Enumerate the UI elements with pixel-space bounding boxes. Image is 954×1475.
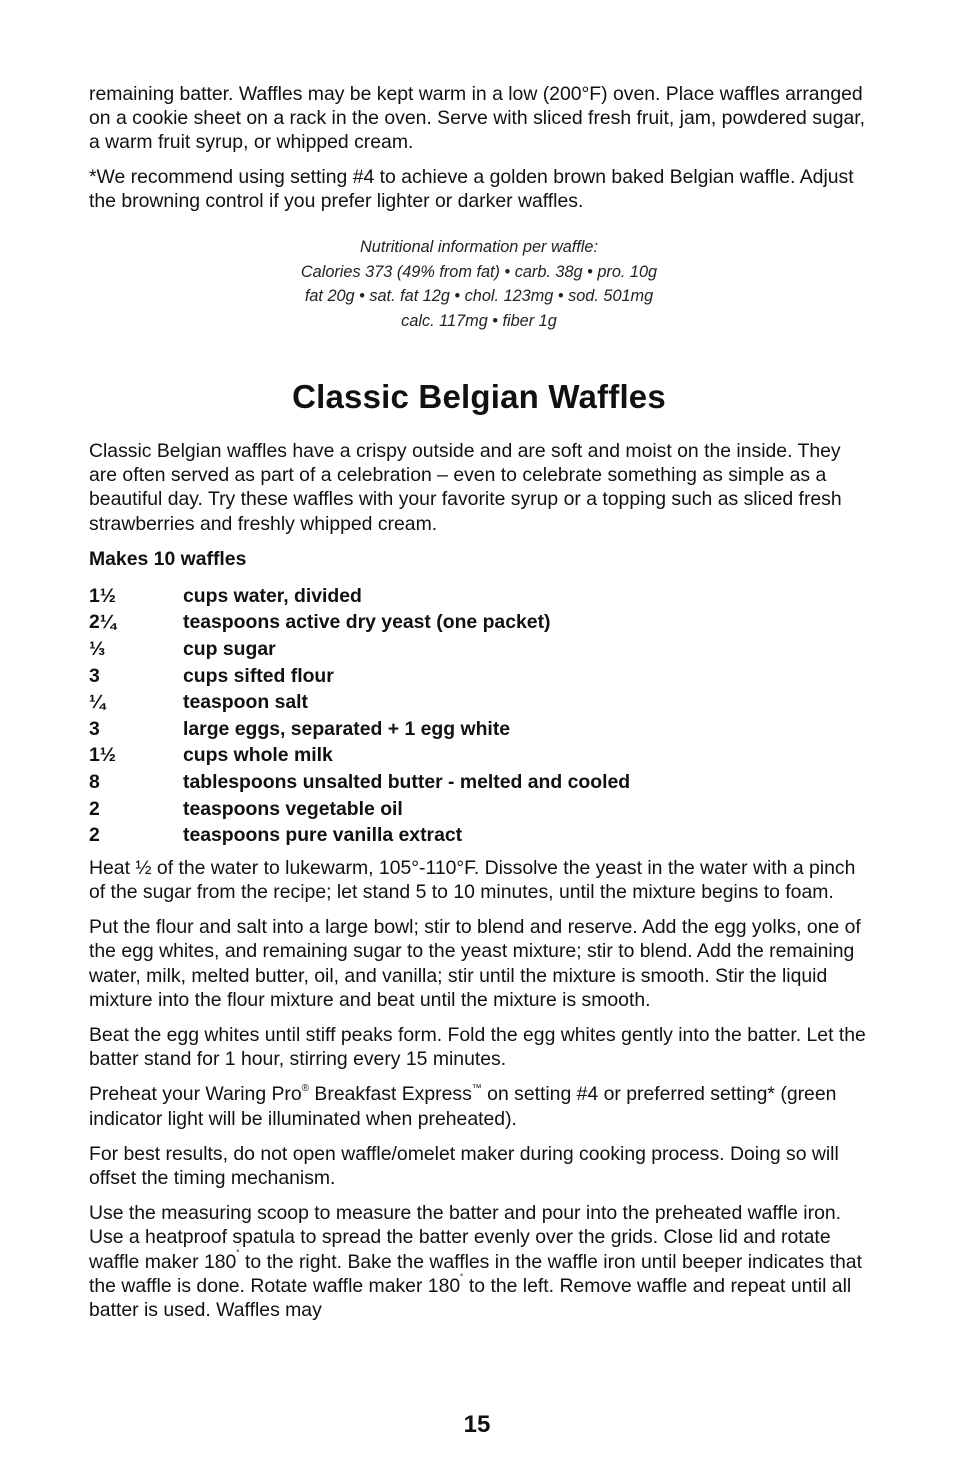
- step-preheat-product: Breakfast Express: [309, 1083, 472, 1106]
- step-bake: [89, 1201, 869, 1322]
- ingredient-row: [89, 716, 869, 743]
- ingredient-name: teaspoon salt: [183, 691, 308, 714]
- ingredient-quantity: ⅓: [89, 638, 106, 661]
- step-preheat: [89, 1082, 869, 1130]
- page-content: [89, 82, 869, 1322]
- ingredient-quantity: 3: [89, 664, 100, 687]
- step-dissolve-yeast: Heat ½ of the water to lukewarm, 105°-110°F. Dissolve the yeast in the water with a pinch of the sugar from the recipe; let stand 5 to 10 minutes, until the mixture begins to foam.: [89, 856, 856, 903]
- method-steps: [89, 856, 869, 1322]
- ingredient-row: [89, 583, 869, 610]
- degree-mark: ˚: [236, 1250, 240, 1262]
- ingredient-row: [89, 822, 869, 849]
- ingredient-name: tablespoons unsalted butter - melted and cooled: [183, 770, 631, 793]
- ingredient-name: large eggs, separated + 1 egg white: [183, 717, 511, 740]
- step-preheat-setting: on setting #4 or preferred setting* (green indicator light will be illuminated when preheated).: [89, 1083, 837, 1130]
- page-number: 15: [463, 1411, 491, 1438]
- ingredient-quantity: 2: [89, 824, 100, 847]
- ingredient-row: [89, 689, 869, 716]
- nutrition-line: Calories 373 (49% from fat) • carb. 38g • pro. 10g: [300, 262, 658, 281]
- ingredient-quantity: 3: [89, 717, 100, 740]
- ingredient-quantity: 8: [89, 770, 100, 793]
- recipe-intro: Classic Belgian waffles have a crispy outside and are soft and moist on the inside. They are often served as part of a celebration – even to celebrate something as simple as a beautiful day. Try these waffles with your favorite syrup or a topping such as sliced fresh strawberries and freshly whipped cream.: [89, 440, 842, 535]
- trademark-mark: ™: [471, 1082, 482, 1094]
- step-preheat-text: Preheat your Waring Pro: [89, 1083, 302, 1106]
- recipe-title: Classic Belgian Waffles: [292, 378, 666, 416]
- ingredient-name: cups sifted flour: [183, 664, 334, 687]
- ingredient-row: [89, 796, 869, 823]
- nutrition-line: Nutritional information per waffle:: [360, 238, 598, 257]
- ingredient-row: [89, 663, 869, 690]
- ingredient-name: cup sugar: [183, 638, 276, 661]
- continued-paragraph: remaining batter. Waffles may be kept warm in a low (200°F) oven. Place waffles arranged on a cookie sheet on a rack in the oven. Serve with sliced fresh fruit, jam, powdered sugar, a warm fruit syrup, or whipped cream.: [89, 83, 866, 154]
- ingredient-quantity: 1½: [89, 584, 116, 607]
- ingredient-name: teaspoons active dry yeast (one packet): [183, 611, 551, 634]
- nutrition-info: [89, 235, 869, 333]
- ingredient-list: [89, 583, 869, 849]
- step-bake-text: Use the measuring scoop to measure the batter and pour into the preheated waffle iron. Use a heatproof spatula to spread the batter evenly over the grids. Close lid and rotate waffle maker 180: [89, 1202, 842, 1273]
- ingredient-row: [89, 769, 869, 796]
- step-best-results: For best results, do not open waffle/omelet maker during cooking process. Doing so will offset the timing mechanism.: [89, 1142, 839, 1189]
- ingredient-quantity: 2¼: [89, 611, 116, 634]
- step-mix-batter: Put the flour and salt into a large bowl; stir to blend and reserve. Add the egg yolks, one of the egg whites, and remaining sugar to the yeast mixture; stir to blend. Add the remaining water, milk, melted butter, oil, and vanilla; stir until the mixture is smooth. Stir the liquid mixture into the flour mixture and beat until the mixture is smooth.: [89, 916, 861, 1011]
- nutrition-line: fat 20g • sat. fat 12g • chol. 123mg • sod. 501mg: [304, 287, 654, 306]
- ingredient-quantity: ¼: [89, 691, 106, 714]
- ingredient-quantity: 1½: [89, 744, 116, 767]
- step-beat-whites: Beat the egg whites until stiff peaks form. Fold the egg whites gently into the batter. Let the batter stand for 1 hour, stirring every 15 minutes.: [89, 1023, 866, 1071]
- ingredient-name: teaspoons pure vanilla extract: [183, 824, 463, 847]
- ingredient-row: [89, 636, 869, 663]
- ingredient-row: [89, 742, 869, 769]
- ingredient-name: cups whole milk: [183, 744, 333, 767]
- registered-mark: ®: [301, 1082, 310, 1094]
- step-bake-text: to the left. Remove waffle and repeat until all batter is used. Waffles may: [89, 1274, 852, 1322]
- ingredient-name: cups water, divided: [183, 584, 362, 607]
- ingredient-row: [89, 609, 869, 636]
- recipe-yield: Makes 10 waffles: [89, 547, 247, 570]
- step-bake-text: to the right. Bake the waffles in the waffle iron until beeper indicates that the waffle is done. Rotate waffle maker 180: [89, 1250, 862, 1297]
- setting-note-paragraph: *We recommend using setting #4 to achieve a golden brown baked Belgian waffle. Adjust the browning control if you prefer lighter or darker waffles.: [89, 165, 854, 212]
- degree-mark: ˚: [460, 1274, 464, 1286]
- ingredient-quantity: 2: [89, 797, 100, 820]
- ingredient-name: teaspoons vegetable oil: [183, 797, 403, 820]
- nutrition-line: calc. 117mg • fiber 1g: [401, 311, 557, 330]
